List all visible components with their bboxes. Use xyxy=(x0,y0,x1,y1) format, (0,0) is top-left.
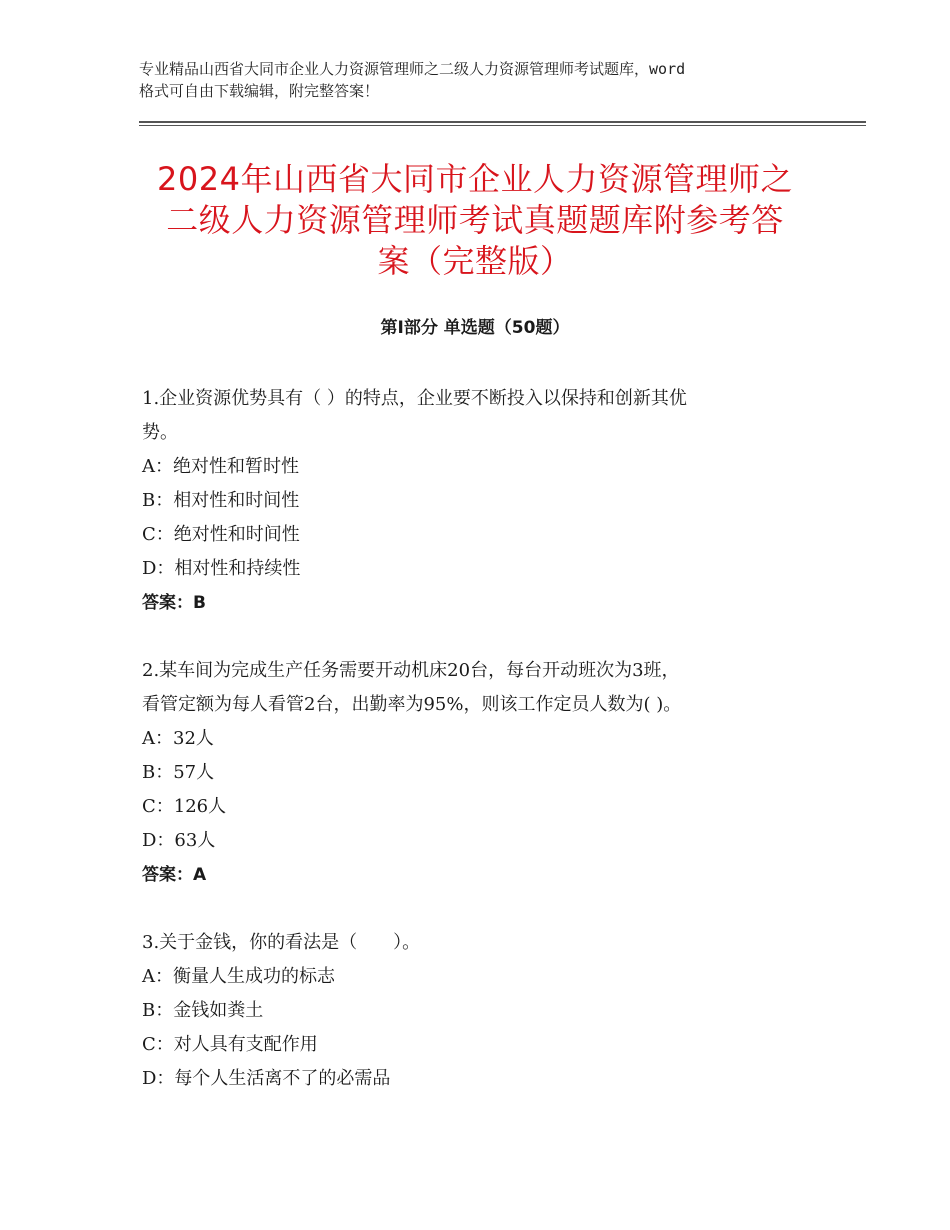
question-list xyxy=(142,382,822,1130)
title-line-3: 案（完整版） xyxy=(377,242,573,280)
question-stem: 1.企业资源优势具有（ ）的特点，企业要不断投入以保持和创新其优 xyxy=(142,388,687,409)
question-1 xyxy=(142,382,822,620)
option-c: C：绝对性和时间性 xyxy=(142,524,300,545)
option-b: B：相对性和时间性 xyxy=(142,490,300,511)
option-c: C：126人 xyxy=(142,796,227,817)
question-2 xyxy=(142,654,822,892)
answer-line: 答案：A xyxy=(142,865,207,885)
header-line-1: 专业精品山西省大同市企业人力资源管理师之二级人力资源管理师考试题库，word xyxy=(139,60,686,78)
option-b: B：金钱如粪土 xyxy=(142,1000,264,1021)
question-3 xyxy=(142,926,822,1096)
page-header xyxy=(139,58,819,102)
option-d: D：每个人生活离不了的必需品 xyxy=(142,1068,391,1089)
question-stem-continued: 势。 xyxy=(142,422,178,443)
option-d: D：63人 xyxy=(142,830,216,851)
section-heading: 第I部分 单选题（50题） xyxy=(380,318,570,338)
question-stem: 3.关于金钱，你的看法是（ ）。 xyxy=(142,932,421,953)
document-title xyxy=(139,159,811,282)
question-stem: 2.某车间为完成生产任务需要开动机床20台，每台开动班次为3班， xyxy=(142,660,680,681)
option-a: A：衡量人生成功的标志 xyxy=(142,966,335,987)
option-b: B：57人 xyxy=(142,762,215,783)
option-c: C：对人具有支配作用 xyxy=(142,1034,318,1055)
header-divider xyxy=(139,121,866,126)
title-line-2: 二级人力资源管理师考试真题题库附参考答 xyxy=(166,201,784,239)
option-a: A：绝对性和暂时性 xyxy=(142,456,299,477)
option-a: A：32人 xyxy=(142,728,214,749)
answer-line: 答案：B xyxy=(142,593,206,613)
question-stem-continued: 看管定额为每人看管2台，出勤率为95%，则该工作定员人数为( )。 xyxy=(142,694,682,715)
title-line-1: 2024年山西省大同市企业人力资源管理师之 xyxy=(157,160,793,198)
header-line-2: 格式可自由下载编辑，附完整答案！ xyxy=(139,82,380,100)
option-d: D：相对性和持续性 xyxy=(142,558,301,579)
